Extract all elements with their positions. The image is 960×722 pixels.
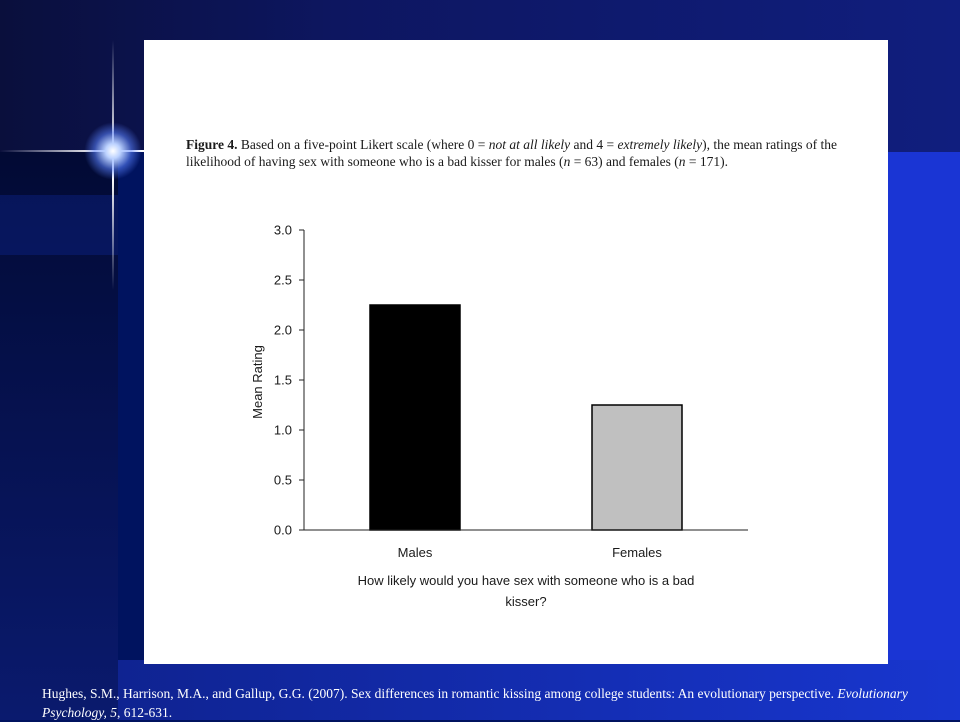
caption-text-a: Based on a five-point Likert scale (where 0 = (237, 137, 489, 152)
bars (370, 305, 682, 530)
figure-label: Figure 4. (186, 137, 238, 152)
caption-scale-high: extremely likely (617, 137, 703, 152)
x-axis-category-labels (398, 545, 663, 560)
x-category-label: Males (397, 545, 433, 560)
source-citation (42, 684, 922, 722)
figure-panel (144, 40, 888, 664)
y-tick-label: 3.0 (273, 222, 292, 238)
bar-chart (144, 40, 888, 664)
bar-females (592, 405, 682, 530)
x-category-label: Females (612, 545, 662, 560)
background-left-stripe (0, 195, 118, 255)
y-tick-label: 2.5 (273, 272, 292, 288)
citation-journal: Evolutionary Psychology, 5 (42, 686, 908, 720)
caption-n-females: n (678, 154, 686, 169)
lens-flare-glow (84, 122, 142, 180)
caption-scale-low: not at all likely (488, 137, 571, 152)
y-tick-label: 1.5 (273, 372, 292, 388)
bar-males (370, 305, 460, 530)
citation-text-a: Hughes, S.M., Harrison, M.A., and Gallup, G.G. (2007). Sex differences in romantic kissing among college students: An evolutionary perspective. (42, 686, 838, 701)
y-tick-label: 1.0 (273, 422, 292, 438)
caption-text-c: ), the mean ratings of the likelihood of having sex with someone who is a bad kisser for males ( (186, 137, 838, 169)
y-axis-ticks (274, 223, 304, 538)
caption-text-d: = 63) and females ( (570, 154, 679, 169)
y-axis-title: Mean Rating (250, 345, 265, 419)
caption-text-e: = 171). (685, 154, 728, 169)
caption-text-b: and 4 = (570, 137, 618, 152)
x-axis-title-line-1: How likely would you have sex with someone who is a bad (357, 573, 695, 588)
background-right-band (880, 152, 960, 720)
y-tick-label: 2.0 (273, 322, 292, 338)
y-tick-label: 0.5 (273, 472, 292, 488)
x-axis-title-line-2: kisser? (505, 594, 547, 609)
caption-n-males: n (563, 154, 571, 169)
y-tick-label: 0.0 (273, 522, 292, 538)
citation-text-b: , 612-631. (116, 705, 173, 720)
